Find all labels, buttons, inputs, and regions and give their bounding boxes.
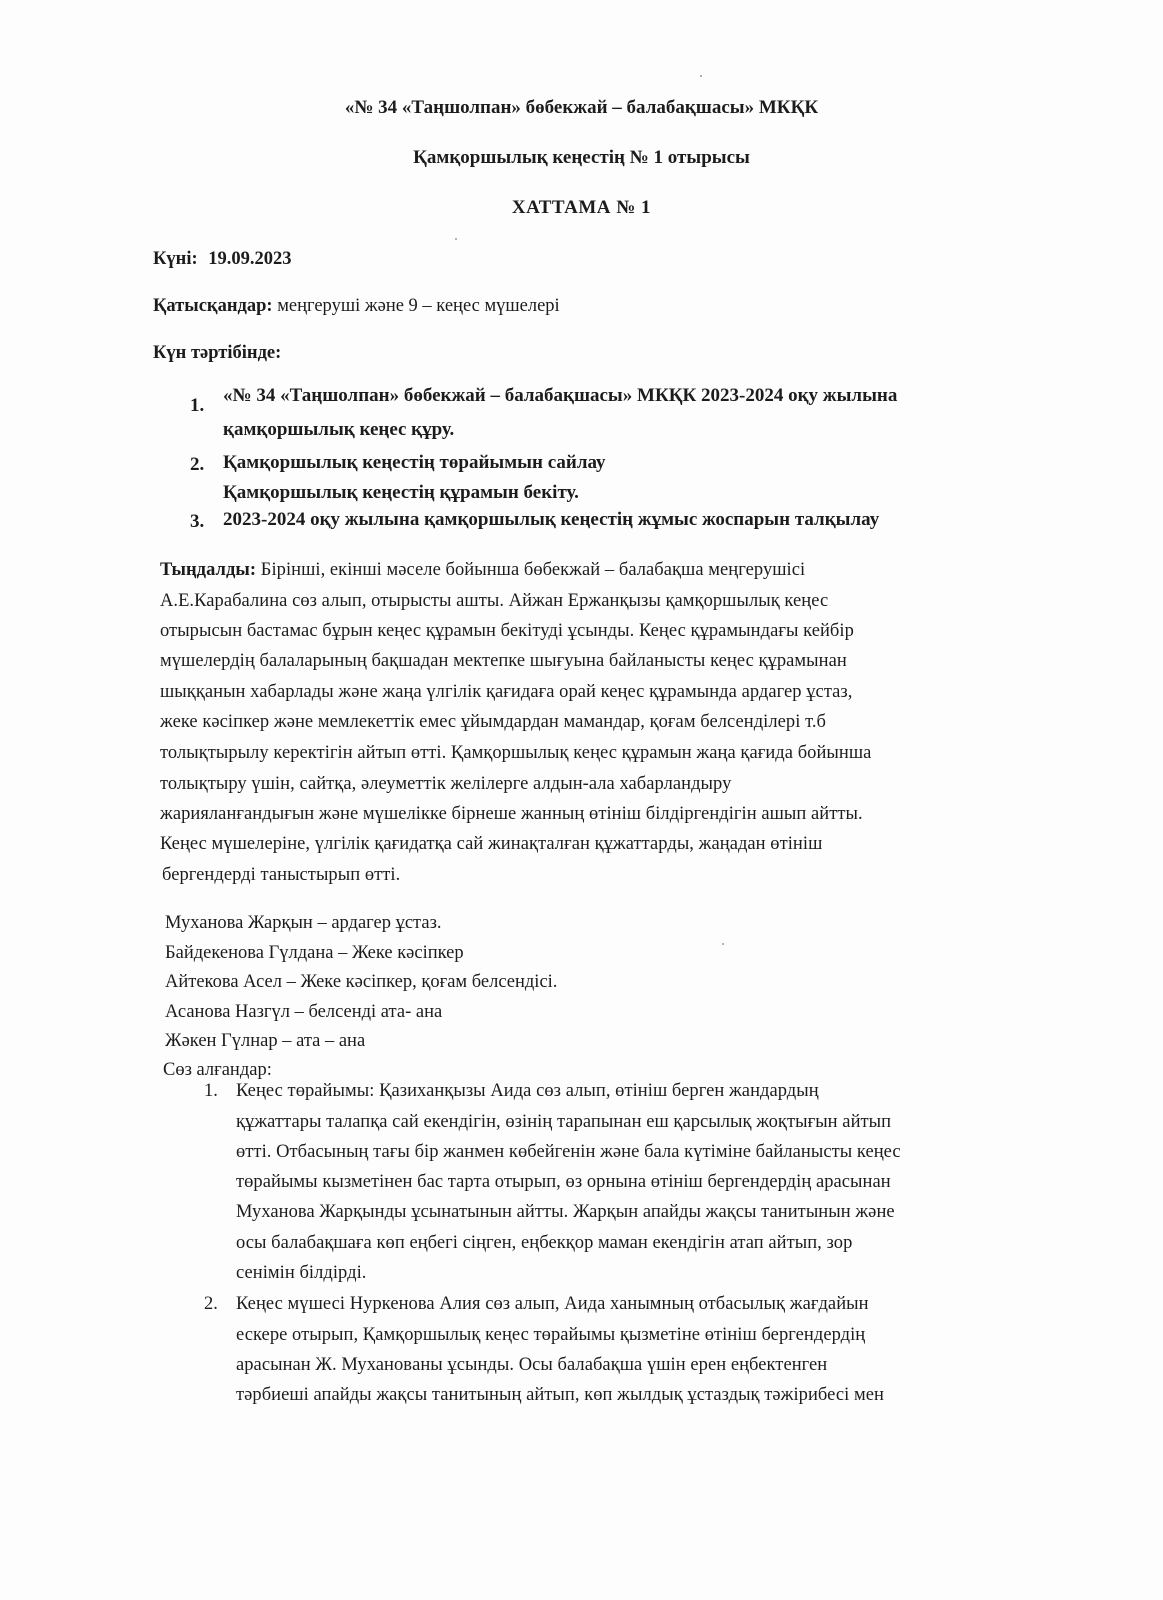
agenda-item-1-line-2: қамқоршылық кеңес құру. [223, 419, 455, 440]
date-row [153, 249, 292, 270]
speaker-1-line: өтті. Отбасының тағы бір жанмен көбейгенін және бала күтіміне байланысты кеңес [236, 1142, 901, 1162]
member-item: Асанова Назгүл – белсенді ата- ана [165, 1002, 443, 1022]
heard-line: толықтырылу керектігін айтып өтті. Қамқоршылық кеңес құрамын жаңа қағида бойынша [160, 743, 872, 763]
participants-label: Қатысқандар: [153, 296, 273, 316]
participants-row [153, 296, 560, 317]
speaker-1-line: төрайымы кызметінен бас тарта отырып, өз орнына өтініш бергендердің арасынан [236, 1172, 891, 1192]
speaker-1-line: осы балабақшаға көп еңбегі сіңген, еңбекқор маман екендігін атап айтып, зор [236, 1233, 853, 1253]
agenda-item-3-line-1: 2023-2024 оқу жылына қамқоршылық кеңестің жұмыс жоспарын талқылау [223, 509, 880, 530]
agenda-label: Күн тәртібінде: [153, 343, 282, 363]
heard-line: жеке кәсіпкер және мемлекеттік емес ұйымдардан мамандар, қоғам белсенділері т.б [160, 712, 826, 732]
session-title: Қамқоршылық кеңестің № 1 отырысы [413, 147, 750, 168]
org-title: «№ 34 «Таңшолпан» бөбекжай – балабақшасы» МКҚК [344, 97, 819, 118]
heard-line: мүшелердің балаларының бақшадан мектепке шығуына байланысты кеңес құрамынан [160, 651, 847, 671]
heard-label: Тыңдалды: [160, 560, 257, 580]
speaker-2-line: ескере отырып, Қамқоршылық кеңес төрайымы қызметіне өтініш бергендердің [236, 1325, 866, 1345]
speaker-1-line: Кеңес төрайымы: Қазиханқызы Аида сөз алып, өтініш берген жандардың [236, 1081, 819, 1101]
heard-line: А.Е.Карабалина сөз алып, отырысты ашты. Айжан Ержанқызы қамқоршылық кеңес [160, 591, 829, 611]
speaker-1-line: Муханова Жарқынды ұсынатынын айтты. Жарқын апайды жақсы танитынын және [236, 1202, 895, 1222]
agenda-item-1-line-1: «№ 34 «Таңшолпан» бөбекжай – балабақшасы» МКҚК 2023-2024 оқу жылына [223, 385, 898, 406]
scan-speck [722, 943, 724, 945]
speakers-label: Сөз алғандар: [163, 1060, 272, 1080]
member-item: Муханова Жарқын – ардагер ұстаз. [165, 913, 442, 933]
speaker-1-number: 1. [204, 1081, 218, 1101]
speaker-2-line: арасынан Ж. Мухановaны ұсынды. Осы балабақша үшін ерен еңбектенген [236, 1355, 828, 1375]
agenda-item-3-number: 3. [190, 511, 205, 532]
date-label: Күні: [153, 249, 198, 269]
heard-first-line-text: Бірінші, екінші мәселе бойынша бөбекжай – балабақша меңгерушісі [260, 560, 806, 580]
participants-value: меңгеруші және 9 – кеңес мүшелері [277, 296, 560, 316]
member-item: Байдекенова Гүлдана – Жеке кәсіпкер [165, 943, 464, 963]
agenda-item-2-line-1: Қамқоршылық кеңестің төрайымын сайлау [223, 452, 606, 473]
agenda-item-1-number: 1. [190, 395, 205, 416]
heard-line: шыққанын хабарлады және жаңа үлгілік қағидаға орай кеңес құрамында ардагер ұстаз, [160, 682, 853, 702]
heard-first-line [160, 560, 805, 581]
protocol-title: ХАТТАМА № 1 [511, 197, 652, 218]
speaker-2-number: 2. [204, 1294, 218, 1314]
heard-line: бергендерді таныстырып өтті. [162, 865, 401, 885]
speaker-1-line: сенімін білдірді. [236, 1263, 367, 1283]
date-value: 19.09.2023 [208, 249, 292, 269]
speaker-2-line: Кеңес мүшесі Нуркенова Алия сөз алып, Аида ханымның отбасылық жағдайын [236, 1294, 869, 1314]
speaker-2-line: тәрбиеші апайды жақсы танитының айтып, көп жылдық ұстаздық тәжірибесі мен [236, 1385, 884, 1405]
heard-line: толықтыру үшін, сайтқа, әлеуметтік желілерге алдын-ала хабарландыру [160, 774, 732, 794]
member-item: Айтекова Асел – Жеке кәсіпкер, қоғам белсендісі. [165, 972, 558, 992]
heard-line: Кеңес мүшелеріне, үлгілік қағидатқа сай жинақталған құжаттарды, жаңадан өтініш [160, 834, 823, 854]
member-item: Жәкен Гүлнар – ата – ана [165, 1031, 366, 1051]
heard-line: отырысын бастамас бұрын кеңес құрамын бекітуді ұсынды. Кеңес құрамындағы кейбір [160, 621, 854, 641]
speaker-1-line: құжаттары талапқа сай екендігін, өзінің тарапынан еш қарсылық жоқтығын айтып [236, 1112, 892, 1132]
agenda-item-2-number: 2. [190, 454, 205, 475]
agenda-item-2-line-2: Қамқоршылық кеңестің құрамын бекіту. [223, 482, 579, 503]
heard-line: жарияланғандығын және мүшелікке бірнеше жанның өтініш білдіргендігін ашып айтты. [160, 804, 863, 824]
scan-speck [455, 238, 457, 240]
scan-speck [700, 75, 702, 77]
